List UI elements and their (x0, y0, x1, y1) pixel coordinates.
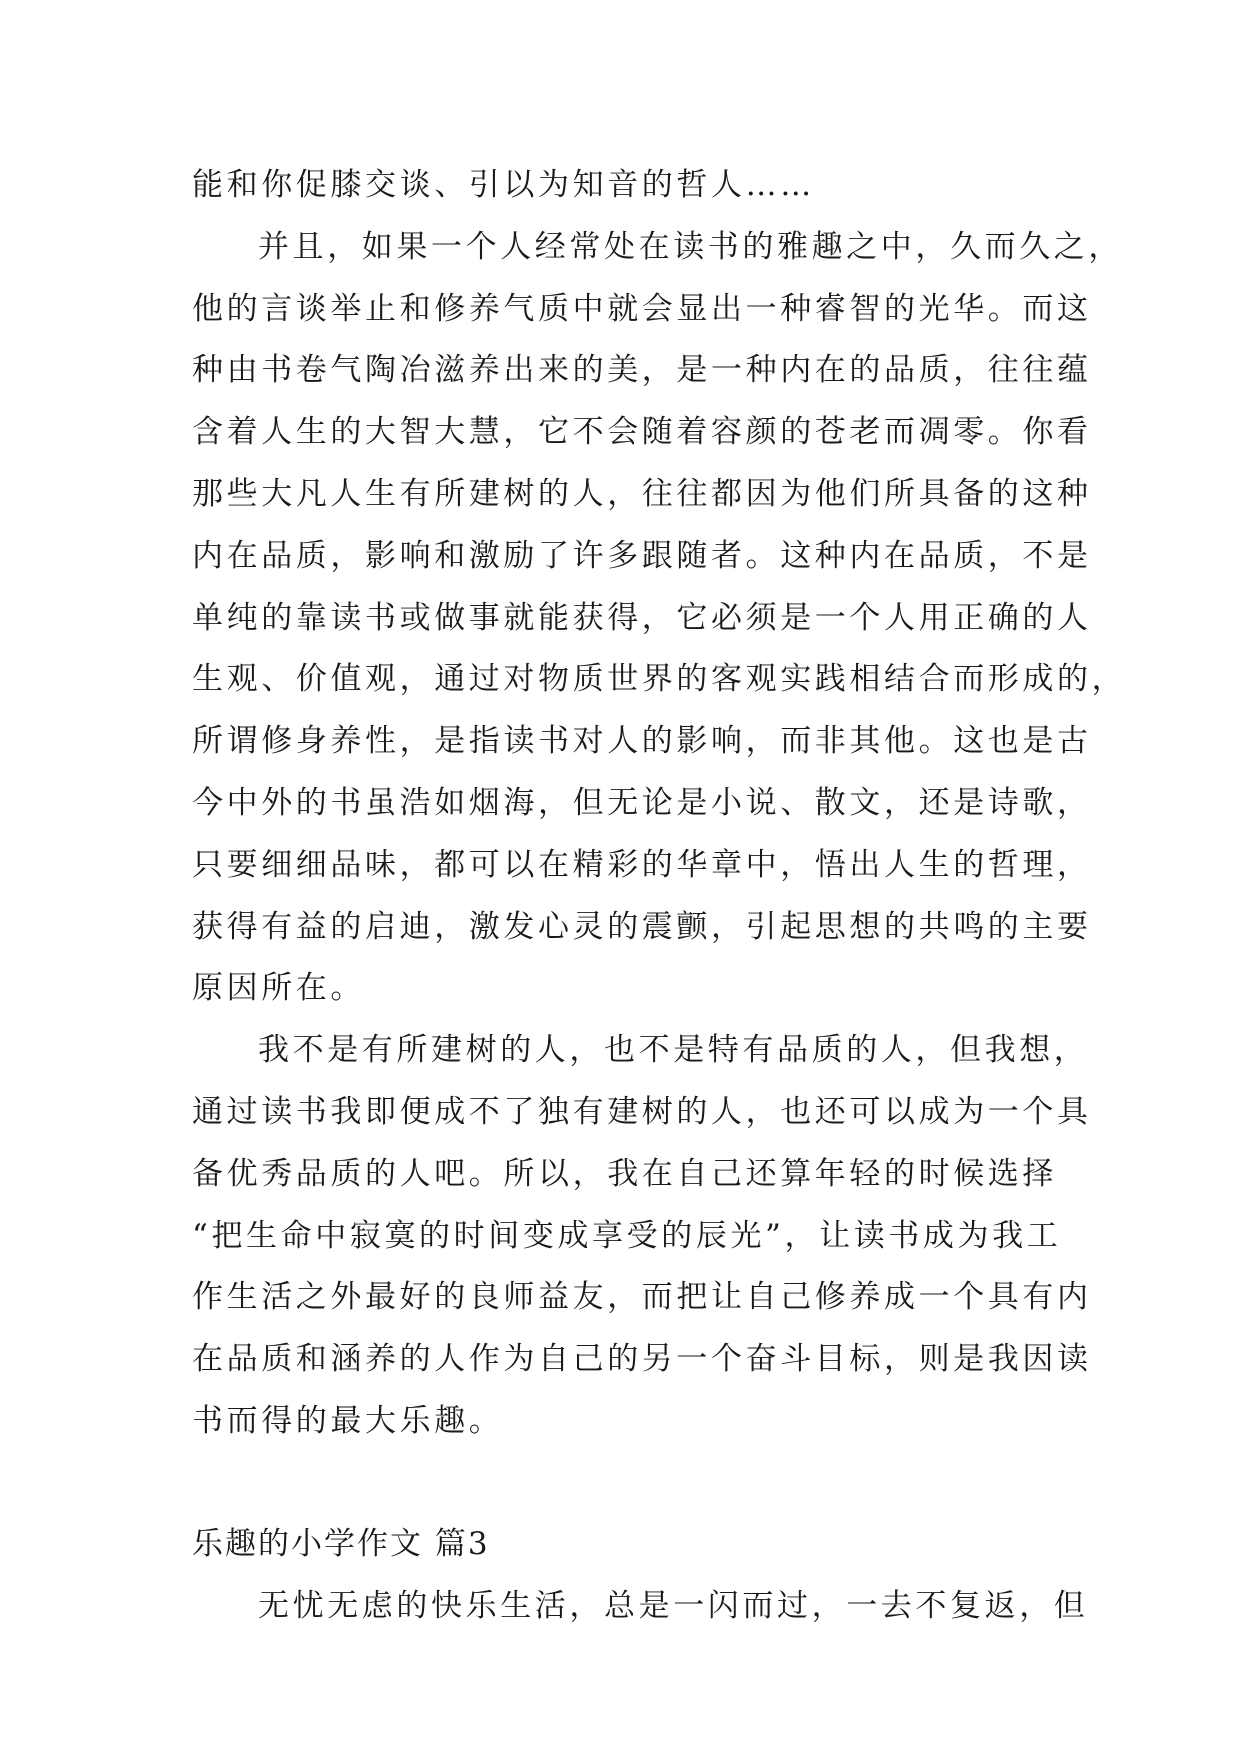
text-line: 我不是有所建树的人，也不是特有品质的人，但我想， (258, 1032, 1089, 1069)
text-line: 只要细细品味，都可以在精彩的华章中，悟出人生的哲理， (192, 846, 1092, 883)
text-line: 获得有益的启迪，激发心灵的震颤，引起思想的共鸣的主要 (192, 908, 1092, 945)
paragraph-3 (192, 1020, 1092, 1453)
text-line: 在品质和涵养的人作为自己的另一个奋斗目标，则是我因读 (192, 1341, 1092, 1378)
text-line: 单纯的靠读书或做事就能获得，它必须是一个人用正确的人 (192, 599, 1092, 636)
body-text (192, 155, 1127, 1637)
text-line: 能和你促膝交谈、引以为知音的哲人…… (192, 167, 815, 203)
text-line: 备优秀品质的人吧。所以，我在自己还算年轻的时候选择 (192, 1155, 1057, 1192)
section-heading-block (192, 1514, 1062, 1576)
text-line: 书而得的最大乐趣。 (192, 1402, 504, 1439)
text-line: 无忧无虑的快乐生活，总是一闪而过，一去不复返，但 (258, 1587, 1089, 1624)
text-line: 那些大凡人生有所建树的人，往往都因为他们所具备的这种 (192, 475, 1092, 512)
paragraph-4 (192, 1576, 1089, 1638)
text-line: “把生命中寂寞的时间变成享受的辰光”，让读书成为我工 (192, 1217, 1062, 1254)
text-line: 通过读书我即便成不了独有建树的人，也还可以成为一个具 (192, 1093, 1092, 1130)
paragraph-1 (192, 155, 1062, 217)
text-line: 生观、价值观，通过对物质世界的客观实践相结合而形成的， (192, 661, 1127, 698)
section-heading: 乐趣的小学作文 篇3 (192, 1525, 490, 1562)
text-line: 种由书卷气陶冶滋养出来的美，是一种内在的品质，往往蕴 (192, 352, 1092, 389)
text-line: 所谓修身养性，是指读书对人的影响，而非其他。这也是古 (192, 723, 1092, 760)
text-line: 他的言谈举止和修养气质中就会显出一种睿智的光华。而这 (192, 290, 1092, 327)
text-line: 作生活之外最好的良师益友，而把让自己修养成一个具有内 (192, 1279, 1092, 1316)
text-line: 含着人生的大智大慧，它不会随着容颜的苍老而凋零。你看 (192, 414, 1092, 451)
text-line: 内在品质，影响和激励了许多跟随者。这种内在品质，不是 (192, 537, 1092, 574)
paragraph-2 (192, 217, 1127, 1020)
text-line: 原因所在。 (192, 970, 365, 1007)
text-line: 并且，如果一个人经常处在读书的雅趣之中，久而久之， (258, 228, 1123, 265)
text-line: 今中外的书虽浩如烟海，但无论是小说、散文，还是诗歌， (192, 784, 1092, 821)
